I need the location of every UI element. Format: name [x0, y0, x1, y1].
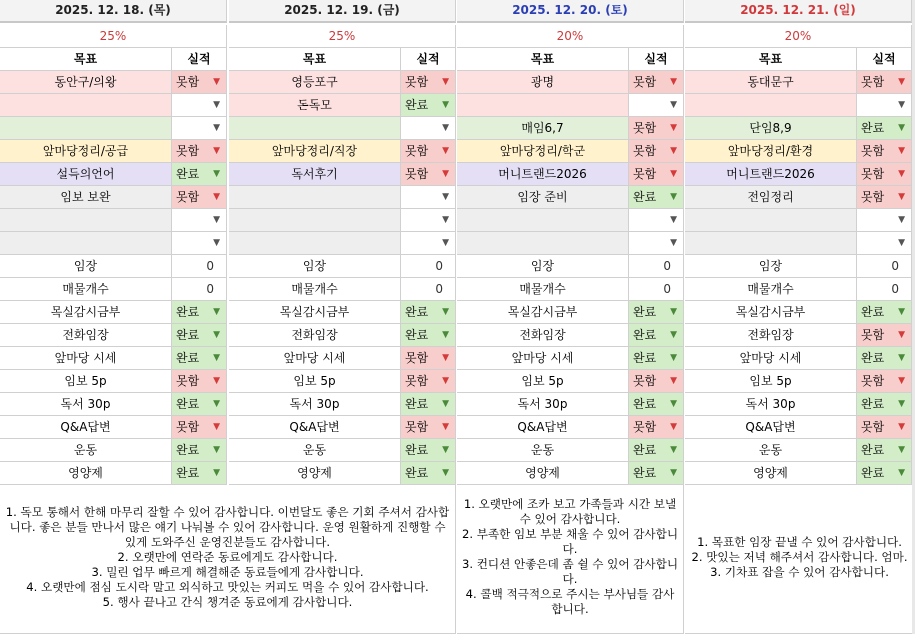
count-value[interactable]: 0 — [172, 255, 227, 278]
habit-label[interactable]: 목실감시금부 — [0, 301, 172, 324]
dropdown-arrow-icon[interactable]: ▼ — [213, 77, 220, 87]
count-value[interactable]: 0 — [401, 278, 456, 301]
result-value: 완료 — [176, 443, 200, 457]
result-dropdown[interactable] — [401, 370, 456, 393]
dropdown-arrow-icon[interactable]: ▼ — [670, 77, 677, 87]
result-value: 완료 — [176, 305, 200, 319]
result-dropdown[interactable] — [857, 163, 912, 186]
habit-label[interactable]: 임보 5p — [229, 370, 401, 393]
dropdown-arrow-icon[interactable]: ▼ — [442, 468, 449, 478]
dropdown-arrow-icon[interactable]: ▼ — [213, 146, 220, 156]
dropdown-arrow-icon[interactable]: ▼ — [898, 192, 905, 202]
result-dropdown[interactable] — [857, 71, 912, 94]
dropdown-arrow-icon[interactable]: ▼ — [213, 445, 220, 455]
achievement-percent[interactable]: 25% — [229, 25, 456, 48]
dropdown-arrow-icon[interactable]: ▼ — [442, 100, 449, 110]
result-value: 완료 — [861, 397, 885, 411]
dropdown-arrow-icon[interactable]: ▼ — [670, 238, 677, 248]
dropdown-arrow-icon[interactable]: ▼ — [442, 169, 449, 179]
dropdown-arrow-icon[interactable]: ▼ — [442, 376, 449, 386]
result-value: 못함 — [633, 75, 657, 89]
result-dropdown[interactable] — [401, 393, 456, 416]
result-dropdown[interactable] — [629, 370, 684, 393]
goal-cell[interactable] — [229, 209, 401, 232]
habit-label[interactable]: 전화임장 — [229, 324, 401, 347]
goal-cell[interactable]: 앞마당정리/공급 — [0, 140, 172, 163]
dropdown-arrow-icon[interactable]: ▼ — [442, 353, 449, 363]
dropdown-arrow-icon[interactable]: ▼ — [670, 422, 677, 432]
habit-label[interactable]: 독서 30p — [0, 393, 172, 416]
result-dropdown[interactable] — [857, 186, 912, 209]
result-dropdown[interactable] — [401, 324, 456, 347]
result-dropdown[interactable] — [401, 94, 456, 117]
result-dropdown[interactable] — [172, 186, 227, 209]
dropdown-arrow-icon[interactable]: ▼ — [670, 468, 677, 478]
count-label[interactable]: 매물개수 — [0, 278, 172, 301]
result-column-header[interactable]: 실적 — [629, 48, 684, 71]
result-value: 못함 — [861, 328, 885, 342]
count-label[interactable]: 매물개수 — [457, 278, 629, 301]
goal-cell[interactable] — [685, 209, 857, 232]
goal-cell[interactable] — [457, 94, 629, 117]
result-value: 못함 — [861, 420, 885, 434]
habit-label[interactable]: 임보 5p — [457, 370, 629, 393]
goal-cell[interactable] — [0, 209, 172, 232]
habit-label[interactable]: 운동 — [0, 439, 172, 462]
habit-label[interactable]: 운동 — [229, 439, 401, 462]
result-dropdown[interactable] — [857, 324, 912, 347]
result-dropdown[interactable] — [172, 439, 227, 462]
result-dropdown[interactable] — [857, 140, 912, 163]
count-label[interactable]: 임장 — [0, 255, 172, 278]
dropdown-arrow-icon[interactable]: ▼ — [670, 445, 677, 455]
habit-label[interactable]: 전화임장 — [685, 324, 857, 347]
goal-cell[interactable]: 단임8,9 — [685, 117, 857, 140]
gratitude-list — [691, 535, 907, 580]
habit-label[interactable]: 영양제 — [457, 462, 629, 485]
dropdown-arrow-icon[interactable]: ▼ — [898, 169, 905, 179]
result-dropdown[interactable] — [401, 71, 456, 94]
result-dropdown[interactable] — [857, 232, 912, 255]
dropdown-arrow-icon[interactable]: ▼ — [898, 330, 905, 340]
result-dropdown[interactable] — [857, 301, 912, 324]
dropdown-arrow-icon[interactable]: ▼ — [442, 307, 449, 317]
result-value: 완료 — [405, 397, 429, 411]
result-value: 못함 — [861, 190, 885, 204]
gratitude-item: 2. 부족한 임보 부분 채울 수 있어 감사합니다. — [461, 527, 679, 556]
result-dropdown[interactable] — [629, 71, 684, 94]
goal-cell[interactable] — [685, 94, 857, 117]
gratitude-item: 2. 맛있는 저녁 해주셔서 감사합니다. 엄마. — [691, 549, 908, 564]
result-dropdown[interactable] — [857, 439, 912, 462]
habit-label[interactable]: 운동 — [685, 439, 857, 462]
dropdown-arrow-icon[interactable]: ▼ — [670, 376, 677, 386]
result-dropdown[interactable] — [629, 301, 684, 324]
dropdown-arrow-icon[interactable]: ▼ — [898, 307, 905, 317]
count-value[interactable]: 0 — [857, 255, 912, 278]
date-header[interactable]: 2025. 12. 18. (목) — [0, 0, 227, 23]
dropdown-arrow-icon[interactable]: ▼ — [213, 422, 220, 432]
dropdown-arrow-icon[interactable]: ▼ — [442, 330, 449, 340]
habit-label[interactable]: 임보 5p — [685, 370, 857, 393]
dropdown-arrow-icon[interactable]: ▼ — [670, 215, 677, 225]
dropdown-arrow-icon[interactable]: ▼ — [213, 238, 220, 248]
result-dropdown[interactable] — [401, 186, 456, 209]
result-value: 못함 — [405, 75, 429, 89]
dropdown-arrow-icon[interactable]: ▼ — [670, 330, 677, 340]
result-dropdown[interactable] — [857, 393, 912, 416]
dropdown-arrow-icon[interactable]: ▼ — [898, 215, 905, 225]
gratitude-item: 1. 독모 통해서 한해 마무리 잘할 수 있어 감사합니다. 이번달도 좋은 기회 주셔서 감사합니다. 좋은 분들 만나서 많은 얘기 나눠볼 수 있어 감사합니다. 운영 원활하게 진행할 수 있게 도와주신 운영진분들도 감사합니다. — [5, 504, 450, 549]
count-value[interactable]: 0 — [172, 278, 227, 301]
result-value: 완료 — [405, 443, 429, 457]
result-column-header[interactable]: 실적 — [172, 48, 227, 71]
goal-column-header[interactable]: 목표 — [685, 48, 857, 71]
dropdown-arrow-icon[interactable]: ▼ — [670, 169, 677, 179]
result-dropdown[interactable] — [401, 232, 456, 255]
result-value: 완료 — [633, 190, 657, 204]
dropdown-arrow-icon[interactable]: ▼ — [442, 399, 449, 409]
result-dropdown[interactable] — [401, 117, 456, 140]
result-value: 완료 — [405, 98, 429, 112]
result-dropdown[interactable] — [629, 117, 684, 140]
habit-label[interactable]: 목실감시금부 — [229, 301, 401, 324]
dropdown-arrow-icon[interactable]: ▼ — [213, 468, 220, 478]
result-value: 못함 — [176, 144, 200, 158]
result-value: 완료 — [633, 305, 657, 319]
dropdown-arrow-icon[interactable]: ▼ — [898, 422, 905, 432]
dropdown-arrow-icon[interactable]: ▼ — [898, 238, 905, 248]
dropdown-arrow-icon[interactable]: ▼ — [442, 123, 449, 133]
result-dropdown[interactable] — [629, 209, 684, 232]
gratitude-item: 2. 오랫만에 연락준 동료에게도 감사합니다. — [117, 549, 338, 564]
habit-label[interactable]: 전화임장 — [0, 324, 172, 347]
dropdown-arrow-icon[interactable]: ▼ — [213, 376, 220, 386]
goal-cell[interactable]: 임보 보완 — [0, 186, 172, 209]
goal-cell[interactable]: 앞마당정리/직장 — [229, 140, 401, 163]
habit-label[interactable]: Q&A답변 — [685, 416, 857, 439]
habit-label[interactable]: 독서 30p — [229, 393, 401, 416]
goal-cell[interactable]: 앞마당정리/학군 — [457, 140, 629, 163]
goal-cell[interactable] — [0, 94, 172, 117]
result-dropdown[interactable] — [172, 209, 227, 232]
habit-label[interactable]: 앞마당 시세 — [0, 347, 172, 370]
result-column-header[interactable]: 실적 — [401, 48, 456, 71]
result-value: 완료 — [633, 466, 657, 480]
result-dropdown[interactable] — [629, 416, 684, 439]
dropdown-arrow-icon[interactable]: ▼ — [213, 123, 220, 133]
result-value: 완료 — [861, 351, 885, 365]
result-dropdown[interactable] — [401, 163, 456, 186]
result-dropdown[interactable] — [172, 94, 227, 117]
result-dropdown[interactable] — [629, 94, 684, 117]
habit-label[interactable]: 앞마당 시세 — [229, 347, 401, 370]
dropdown-arrow-icon[interactable]: ▼ — [898, 77, 905, 87]
dropdown-arrow-icon[interactable]: ▼ — [213, 100, 220, 110]
dropdown-arrow-icon[interactable]: ▼ — [213, 215, 220, 225]
goal-cell[interactable]: 돈독모 — [229, 94, 401, 117]
count-value[interactable]: 0 — [629, 278, 684, 301]
result-value: 못함 — [861, 374, 885, 388]
result-dropdown[interactable] — [172, 117, 227, 140]
result-value: 못함 — [176, 75, 200, 89]
dropdown-arrow-icon[interactable]: ▼ — [442, 146, 449, 156]
achievement-percent[interactable]: 20% — [685, 25, 912, 48]
result-dropdown[interactable] — [401, 140, 456, 163]
gratitude-list — [4, 505, 451, 610]
count-label[interactable]: 임장 — [229, 255, 401, 278]
result-dropdown[interactable] — [172, 370, 227, 393]
goal-cell[interactable]: 전임정리 — [685, 186, 857, 209]
result-value: 완료 — [405, 328, 429, 342]
dropdown-arrow-icon[interactable]: ▼ — [213, 330, 220, 340]
habit-label[interactable]: Q&A답변 — [457, 416, 629, 439]
result-dropdown[interactable] — [401, 416, 456, 439]
habit-label[interactable]: Q&A답변 — [229, 416, 401, 439]
result-value: 완료 — [405, 305, 429, 319]
result-dropdown[interactable] — [857, 416, 912, 439]
goal-cell[interactable]: 영등포구 — [229, 71, 401, 94]
goal-cell[interactable] — [457, 209, 629, 232]
result-dropdown[interactable] — [401, 209, 456, 232]
result-value: 못함 — [176, 190, 200, 204]
count-value[interactable]: 0 — [401, 255, 456, 278]
result-dropdown[interactable] — [857, 347, 912, 370]
dropdown-arrow-icon[interactable]: ▼ — [670, 123, 677, 133]
goal-cell[interactable]: 머니트랜드2026 — [685, 163, 857, 186]
count-label[interactable]: 임장 — [685, 255, 857, 278]
result-dropdown[interactable] — [401, 301, 456, 324]
result-value: 못함 — [633, 167, 657, 181]
result-value: 완료 — [633, 443, 657, 457]
result-value: 완료 — [176, 351, 200, 365]
gratitude-item: 3. 컨디션 안좋은데 좀 쉴 수 있어 감사합니다. — [461, 557, 679, 586]
goal-column-header[interactable]: 목표 — [457, 48, 629, 71]
habit-label[interactable]: Q&A답변 — [0, 416, 172, 439]
dropdown-arrow-icon[interactable]: ▼ — [898, 376, 905, 386]
habit-label[interactable]: 영양제 — [0, 462, 172, 485]
goal-cell[interactable] — [0, 232, 172, 255]
goal-cell[interactable]: 앞마당정리/환경 — [685, 140, 857, 163]
habit-label[interactable]: 전화임장 — [457, 324, 629, 347]
result-value: 못함 — [405, 420, 429, 434]
result-value: 못함 — [405, 374, 429, 388]
result-dropdown[interactable] — [172, 324, 227, 347]
count-label[interactable]: 매물개수 — [229, 278, 401, 301]
gratitude-item: 1. 오랫만에 조카 보고 가족들과 시간 보낼 수 있어 감사합니다. — [463, 497, 677, 526]
result-dropdown[interactable] — [629, 347, 684, 370]
habit-label[interactable]: 영양제 — [229, 462, 401, 485]
habit-label[interactable]: 운동 — [457, 439, 629, 462]
count-value[interactable]: 0 — [857, 278, 912, 301]
gratitude-note[interactable] — [685, 481, 915, 634]
habit-label[interactable]: 앞마당 시세 — [457, 347, 629, 370]
dropdown-arrow-icon[interactable]: ▼ — [213, 169, 220, 179]
result-value: 완료 — [861, 466, 885, 480]
result-column-header[interactable]: 실적 — [857, 48, 912, 71]
result-dropdown[interactable] — [629, 439, 684, 462]
gratitude-list — [461, 497, 679, 617]
achievement-percent[interactable]: 25% — [0, 25, 227, 48]
count-label[interactable]: 임장 — [457, 255, 629, 278]
date-header[interactable]: 2025. 12. 20. (토) — [457, 0, 684, 23]
dropdown-arrow-icon[interactable]: ▼ — [442, 422, 449, 432]
goal-cell[interactable] — [457, 232, 629, 255]
goal-cell[interactable]: 동대문구 — [685, 71, 857, 94]
result-value: 못함 — [861, 167, 885, 181]
dropdown-arrow-icon[interactable]: ▼ — [670, 307, 677, 317]
habit-label[interactable]: 목실감시금부 — [457, 301, 629, 324]
dropdown-arrow-icon[interactable]: ▼ — [898, 445, 905, 455]
result-value: 완료 — [176, 167, 200, 181]
result-value: 완료 — [861, 305, 885, 319]
result-dropdown[interactable] — [629, 393, 684, 416]
goal-cell[interactable] — [229, 117, 401, 140]
goal-column-header[interactable]: 목표 — [0, 48, 172, 71]
goal-cell[interactable]: 설득의언어 — [0, 163, 172, 186]
result-dropdown[interactable] — [857, 94, 912, 117]
goal-cell[interactable]: 임장 준비 — [457, 186, 629, 209]
dropdown-arrow-icon[interactable]: ▼ — [898, 146, 905, 156]
goal-cell[interactable]: 광명 — [457, 71, 629, 94]
habit-label[interactable]: 임보 5p — [0, 370, 172, 393]
goal-cell[interactable] — [0, 117, 172, 140]
result-dropdown[interactable] — [629, 232, 684, 255]
dropdown-arrow-icon[interactable]: ▼ — [442, 192, 449, 202]
result-value: 못함 — [176, 374, 200, 388]
habit-label[interactable]: 목실감시금부 — [685, 301, 857, 324]
habit-label[interactable]: 앞마당 시세 — [685, 347, 857, 370]
count-label[interactable]: 매물개수 — [685, 278, 857, 301]
gratitude-item: 5. 행사 끝나고 간식 챙겨준 동료에게 감사합니다. — [102, 594, 353, 609]
dropdown-arrow-icon[interactable]: ▼ — [670, 399, 677, 409]
gratitude-note[interactable] — [457, 481, 684, 634]
goal-cell[interactable] — [229, 232, 401, 255]
dropdown-arrow-icon[interactable]: ▼ — [898, 468, 905, 478]
gratitude-item: 1. 목표한 임장 끝낼 수 있어 감사합니다. — [697, 534, 902, 549]
result-value: 완료 — [861, 443, 885, 457]
habit-label[interactable]: 독서 30p — [685, 393, 857, 416]
gratitude-item: 3. 기차표 잡을 수 있어 감사합니다. — [710, 564, 889, 579]
gratitude-note[interactable] — [0, 481, 456, 634]
result-dropdown[interactable] — [172, 140, 227, 163]
date-header[interactable]: 2025. 12. 19. (금) — [229, 0, 456, 23]
goal-column-header[interactable]: 목표 — [229, 48, 401, 71]
result-value: 못함 — [176, 420, 200, 434]
result-value: 완료 — [176, 466, 200, 480]
dropdown-arrow-icon[interactable]: ▼ — [213, 399, 220, 409]
result-dropdown[interactable] — [401, 439, 456, 462]
goal-cell[interactable]: 독서후기 — [229, 163, 401, 186]
result-value: 못함 — [633, 121, 657, 135]
result-value: 못함 — [405, 144, 429, 158]
result-value: 못함 — [861, 75, 885, 89]
gratitude-item: 3. 밀린 업무 빠르게 해결해준 동료들에게 감사합니다. — [91, 564, 364, 579]
result-dropdown[interactable] — [172, 71, 227, 94]
dropdown-arrow-icon[interactable]: ▼ — [442, 445, 449, 455]
result-value: 못함 — [633, 420, 657, 434]
result-dropdown[interactable] — [172, 163, 227, 186]
result-value: 완료 — [405, 466, 429, 480]
result-dropdown[interactable] — [857, 117, 912, 140]
result-dropdown[interactable] — [172, 416, 227, 439]
goal-cell[interactable]: 동안구/의왕 — [0, 71, 172, 94]
result-value: 완료 — [176, 328, 200, 342]
dropdown-arrow-icon[interactable]: ▼ — [670, 146, 677, 156]
result-value: 완료 — [861, 121, 885, 135]
result-dropdown[interactable] — [629, 140, 684, 163]
result-dropdown[interactable] — [629, 186, 684, 209]
dropdown-arrow-icon[interactable]: ▼ — [213, 307, 220, 317]
goal-cell[interactable] — [685, 232, 857, 255]
gratitude-item: 4. 콜백 적극적으로 주시는 부사님들 감사합니다. — [465, 587, 675, 616]
result-value: 완료 — [633, 351, 657, 365]
achievement-percent[interactable]: 20% — [457, 25, 684, 48]
dropdown-arrow-icon[interactable]: ▼ — [670, 100, 677, 110]
result-value: 완료 — [633, 397, 657, 411]
goal-cell[interactable] — [229, 186, 401, 209]
dropdown-arrow-icon[interactable]: ▼ — [213, 353, 220, 363]
result-value: 못함 — [405, 351, 429, 365]
result-value: 못함 — [405, 167, 429, 181]
result-dropdown[interactable] — [629, 163, 684, 186]
date-header[interactable]: 2025. 12. 21. (일) — [685, 0, 912, 23]
dropdown-arrow-icon[interactable]: ▼ — [898, 123, 905, 133]
dropdown-arrow-icon[interactable]: ▼ — [213, 192, 220, 202]
result-value: 완료 — [176, 397, 200, 411]
dropdown-arrow-icon[interactable]: ▼ — [670, 192, 677, 202]
dropdown-arrow-icon[interactable]: ▼ — [442, 77, 449, 87]
result-dropdown[interactable] — [857, 370, 912, 393]
result-value: 완료 — [633, 328, 657, 342]
habit-label[interactable]: 영양제 — [685, 462, 857, 485]
result-dropdown[interactable] — [629, 324, 684, 347]
result-dropdown[interactable] — [172, 347, 227, 370]
habit-label[interactable]: 독서 30p — [457, 393, 629, 416]
result-dropdown[interactable] — [401, 347, 456, 370]
count-value[interactable]: 0 — [629, 255, 684, 278]
result-value: 못함 — [633, 374, 657, 388]
dropdown-arrow-icon[interactable]: ▼ — [442, 215, 449, 225]
result-dropdown[interactable] — [172, 301, 227, 324]
dropdown-arrow-icon[interactable]: ▼ — [670, 353, 677, 363]
result-dropdown[interactable] — [857, 209, 912, 232]
gratitude-item: 4. 오랫만에 점심 도시락 말고 외식하고 맛있는 커피도 먹을 수 있어 감사합니다. — [26, 579, 429, 594]
goal-cell[interactable]: 매임6,7 — [457, 117, 629, 140]
result-dropdown[interactable] — [172, 393, 227, 416]
dropdown-arrow-icon[interactable]: ▼ — [898, 399, 905, 409]
goal-cell[interactable]: 머니트랜드2026 — [457, 163, 629, 186]
dropdown-arrow-icon[interactable]: ▼ — [898, 100, 905, 110]
result-value: 못함 — [633, 144, 657, 158]
dropdown-arrow-icon[interactable]: ▼ — [442, 238, 449, 248]
result-dropdown[interactable] — [172, 232, 227, 255]
result-value: 못함 — [861, 144, 885, 158]
dropdown-arrow-icon[interactable]: ▼ — [898, 353, 905, 363]
